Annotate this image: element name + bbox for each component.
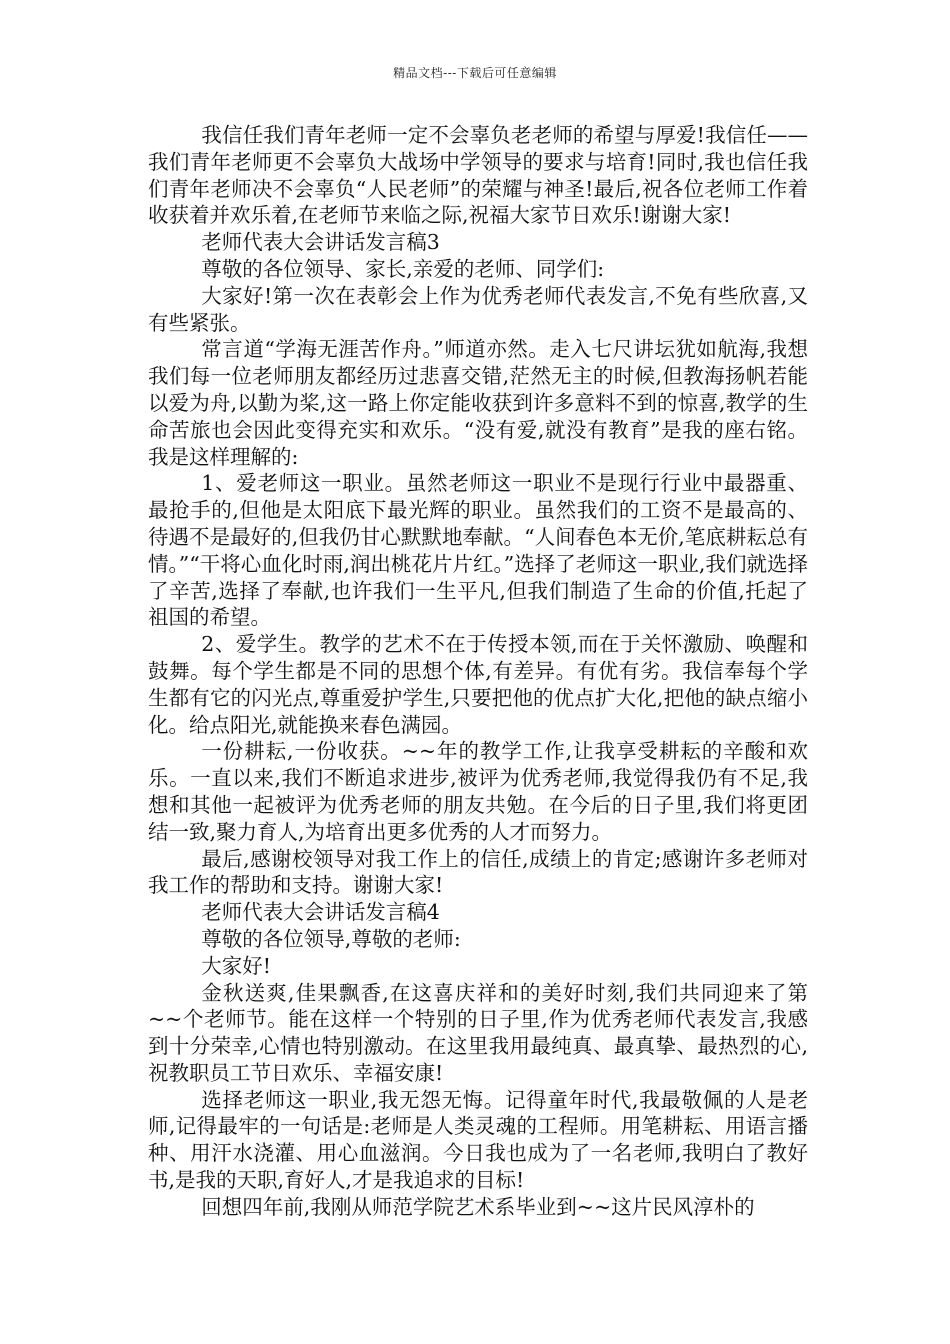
greeting-speech-3: 大家好!第一次在表彰会上作为优秀老师代表发言,不免有些欣喜,又有些紧张。 <box>148 283 808 335</box>
paragraph-love-profession: 1、爱老师这一职业。虽然老师这一职业不是现行行业中最器重、最抢手的,但他是太阳底下最光辉的职业。虽然我们的工资不是最高的、待遇不是最好的,但我仍甘心默默地奉献。“人间春色本无价,笔底耕耘总有情。”“干将心血化时雨,润出桃花片片红。”选择了老师这一职业,我们就选择了辛苦,选择了奉献,也许我们一生平凡,但我们制造了生命的价值,托起了祖国的希望。 <box>148 471 808 630</box>
document-body <box>148 122 808 1221</box>
paragraph-autumn: 金秋送爽,佳果飘香,在这喜庆祥和的美好时刻,我们共同迎来了第~~个老师节。能在这样一个特别的日子里,作为优秀老师代表发言,我感到十分荣幸,心情也特别激动。在这里我用最纯真、最真挚、最热烈的心,祝教职员工节日欢乐、幸福安康! <box>148 980 808 1085</box>
paragraph-motto: 常言道“学海无涯苦作舟。”师道亦然。走入七尺讲坛犹如航海,我想我们每一位老师朋友都经历过悲喜交错,茫然无主的时候,但教海扬帆若能以爱为舟,以勤为桨,这一路上你定能收获到许多意料不到的惊喜,教学的生命苦旅也会因此变得充实和欢乐。“没有爱,就没有教育”是我的座右铭。我是这样理解的: <box>148 337 808 469</box>
greeting-speech-4: 大家好! <box>201 953 272 978</box>
paragraph-harvest: 一份耕耘,一份收获。~~年的教学工作,让我享受耕耘的辛酸和欢乐。一直以来,我们不断追求进步,被评为优秀老师,我觉得我仍有不足,我想和其他一起被评为优秀老师的朋友共勉。在今后的日子里,我们将更团结一致,聚力育人,为培育出更多优秀的人才而努力。 <box>148 739 808 844</box>
paragraph-four-years-ago: 回想四年前,我刚从师范学院艺术系毕业到~~这片民风淳朴的 <box>201 1194 755 1219</box>
paragraph-thanks: 最后,感谢校领导对我工作上的信任,成绩上的肯定;感谢许多老师对我工作的帮助和支持。谢谢大家! <box>148 846 808 898</box>
salutation-speech-4: 尊敬的各位领导,尊敬的老师: <box>201 926 461 951</box>
paragraph-choose-teacher: 选择老师这一职业,我无怨无悔。记得童年时代,我最敬佩的人是老师,记得最牢的一句话是:老师是人类灵魂的工程师。用笔耕耘、用语言播种、用汗水浇灌、用心血滋润。今日我也成为了一名老师,我明白了教好书,是我的天职,育好人,才是我追求的目标! <box>148 1087 808 1193</box>
page-header: 精品文档---下载后可任意编辑 <box>393 66 557 80</box>
section-heading-speech-3: 老师代表大会讲话发言稿3 <box>201 230 440 255</box>
paragraph-love-students: 2、爱学生。教学的艺术不在于传授本领,而在于关怀激励、唤醒和鼓舞。每个学生都是不同的思想个体,有差异。有优有劣。我信奉每个学生都有它的闪光点,尊重爱护学生,只要把他的优点扩大化,把他的缺点缩小化。给点阳光,就能换来春色满园。 <box>148 632 808 737</box>
salutation-speech-3: 尊敬的各位领导、家长,亲爱的老师、同学们: <box>201 256 605 281</box>
section-heading-speech-4: 老师代表大会讲话发言稿4 <box>201 900 440 925</box>
paragraph-closing-trust: 我信任我们青年老师一定不会辜负老老师的希望与厚爱!我信任——我们青年老师更不会辜负大战场中学领导的要求与培育!同时,我也信任我们青年老师决不会辜负“人民老师”的荣耀与神圣!最后,祝各位老师工作着收获着并欢乐着,在老师节来临之际,祝福大家节日欢乐!谢谢大家! <box>148 123 808 228</box>
